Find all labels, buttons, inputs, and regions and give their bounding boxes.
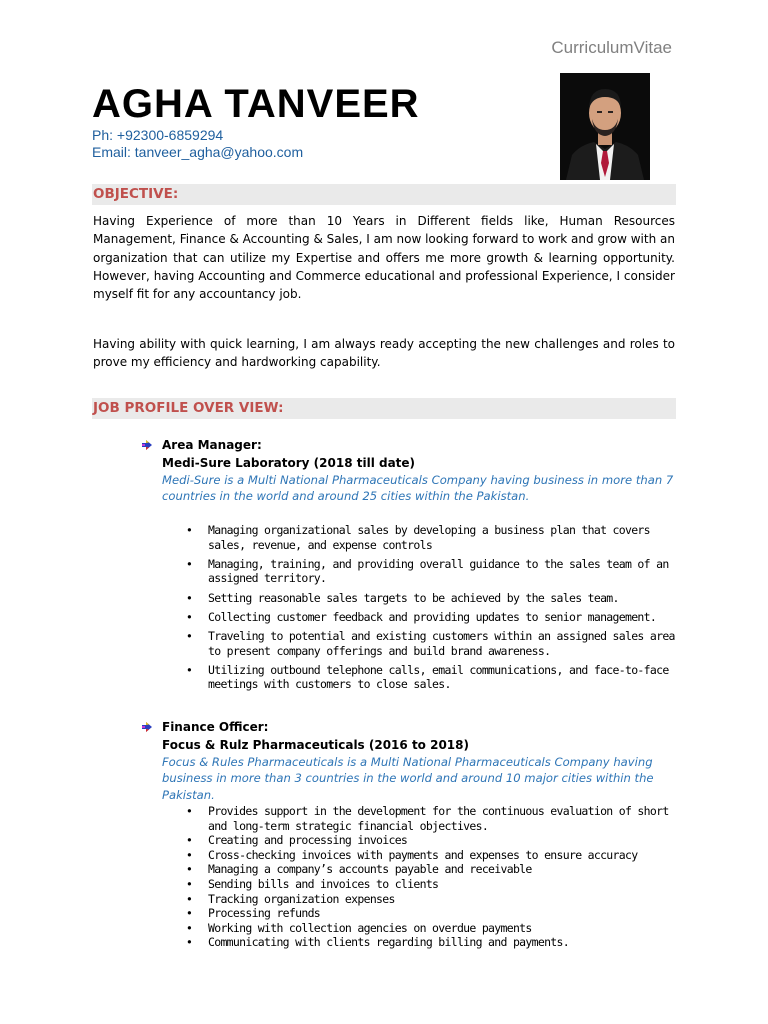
- objective-heading: OBJECTIVE:: [93, 186, 179, 202]
- multicolor-arrow-bullet-icon: [141, 721, 153, 733]
- phone-line: [92, 127, 223, 143]
- objective-section-header: [92, 184, 676, 205]
- job-1-duty: • Managing organizational sales by developing a business plan that covers sales, revenue, and expense controls: [186, 523, 684, 552]
- email-line: [92, 144, 303, 160]
- job-2-duty: • Communicating with clients regarding billing and payments.: [186, 935, 684, 950]
- job-2-description: Focus & Rules Pharmaceuticals is a Multi National Pharmaceuticals Company having business in more than 3 countries in the world and around 10 major cities within the Pakistan.: [162, 755, 654, 802]
- job-2-duty: • Managing a company’s accounts payable and receivable: [186, 862, 684, 877]
- job-profile-heading: JOB PROFILE OVER VIEW:: [93, 400, 284, 416]
- job-2-duty: • Sending bills and invoices to clients: [186, 877, 684, 892]
- job-2-duty: • Tracking organization expenses: [186, 892, 684, 907]
- job-2-company: Focus & Rulz Pharmaceuticals (2016 to 2018): [162, 738, 469, 752]
- job-1-duty: • Traveling to potential and existing customers within an assigned sales area to present company offerings and build brand awareness.: [186, 629, 684, 658]
- phone-number: +92300-6859294: [116, 127, 224, 143]
- job-2-duty: • Working with collection agencies on overdue payments: [186, 921, 684, 936]
- job-2-duty: • Creating and processing invoices: [186, 833, 684, 848]
- profile-portrait-illustration: [560, 73, 650, 180]
- job-2-title: Finance Officer:: [162, 720, 269, 734]
- job-profile-section-header: [92, 398, 676, 419]
- candidate-name: AGHA TANVEER: [92, 82, 420, 126]
- curriculum-vitae-label: CurriculumVitae: [551, 38, 672, 57]
- job-1-duty: • Managing, training, and providing overall guidance to the sales team of an assigned territory.: [186, 557, 684, 586]
- job-1-duty: • Utilizing outbound telephone calls, email communications, and face-to-face meetings with customers to close sales.: [186, 663, 684, 692]
- job-2-duty: • Provides support in the development for the continuous evaluation of short and long-term strategic financial objectives.: [186, 804, 684, 833]
- objective-paragraph-2: Having ability with quick learning, I am always ready accepting the new challenges and roles to prove my efficiency and hardworking capability.: [93, 337, 675, 370]
- job-2-duty: • Cross-checking invoices with payments and expenses to ensure accuracy: [186, 848, 684, 863]
- email-address: tanveer_agha@yahoo.com: [134, 144, 304, 160]
- job-1-duty: • Setting reasonable sales targets to be achieved by the sales team.: [186, 591, 684, 606]
- job-1-title: Area Manager:: [162, 438, 262, 452]
- multicolor-arrow-bullet-icon: [141, 439, 153, 451]
- job-1-company: Medi-Sure Laboratory (2018 till date): [162, 456, 416, 470]
- objective-paragraph-1: Having Experience of more than 10 Years in Different fields like, Human Resources Management, Finance & Accounting & Sales, I am now looking forward to work and grow with an organization that can utilize my Expertise and offers me more growth & learning opportunity. However, having Accounting and Commerce educational and professional Experience, I consider myself fit for any accountancy job.: [93, 214, 675, 302]
- job-1-description: Medi-Sure is a Multi National Pharmaceuticals Company having business in more than 7 countries in the world and around 25 cities within the Pakistan.: [162, 473, 674, 504]
- phone-label: Ph:: [92, 127, 117, 143]
- job-1-duty: • Collecting customer feedback and providing updates to senior management.: [186, 610, 684, 625]
- job-1-duties-list: [186, 523, 684, 697]
- job-2-duty: • Processing refunds: [186, 906, 684, 921]
- profile-photo: [560, 73, 650, 180]
- email-label: Email:: [92, 144, 135, 160]
- job-2-duties-list: [186, 804, 684, 950]
